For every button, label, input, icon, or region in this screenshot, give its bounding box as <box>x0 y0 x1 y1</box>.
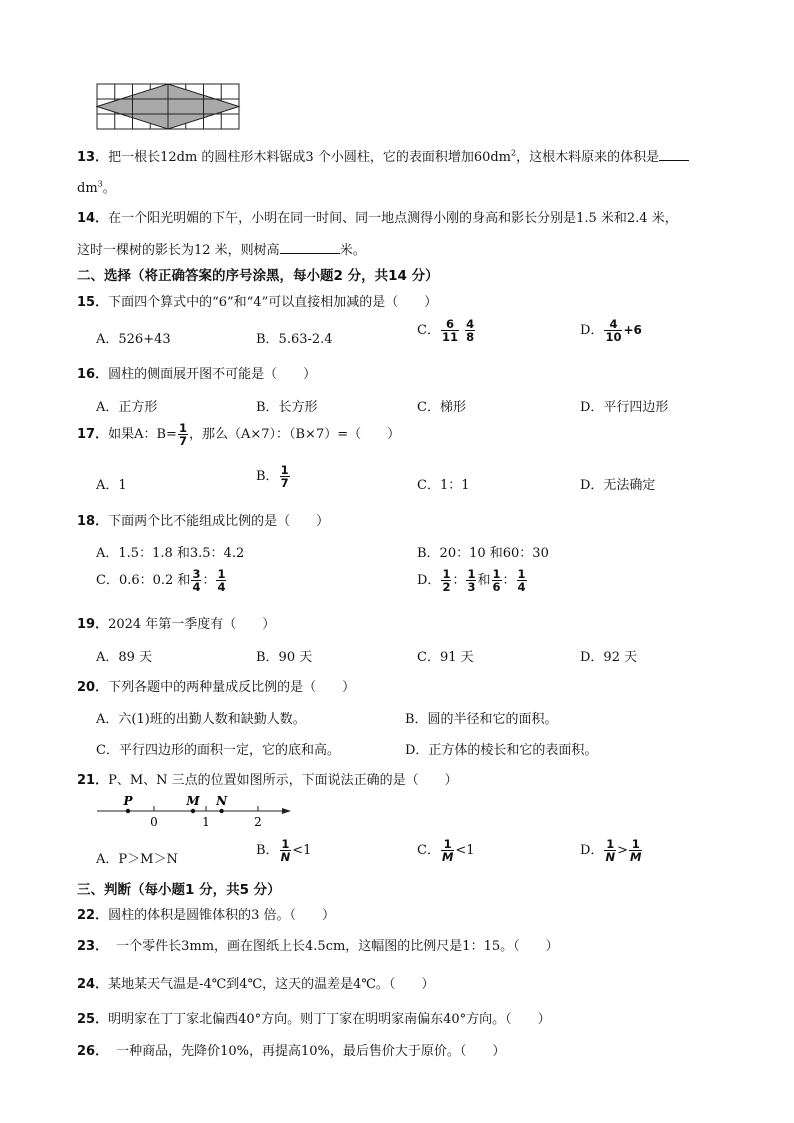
option-c[interactable]: C．0.6：0.2 和 $\frac{3}{4}$ ： $\frac{1}{4}$ <box>96 567 226 595</box>
option-c[interactable]: C． $\frac{1}{M}$ <1 <box>417 837 475 865</box>
question-21: 21．P、M、N 三点的位置如图所示，下面说法正确的是（ ） <box>77 773 458 788</box>
tick-label: 0 <box>150 815 158 829</box>
question-16: 16．圆柱的侧面展开图不可能是（ ） <box>77 367 317 382</box>
question-26: 26． 一种商品，先降价10%，再提高10%，最后售价大于原价。（ ） <box>77 1044 506 1059</box>
option-c[interactable]: C．1：1 <box>417 478 470 493</box>
question-13: 13．把一根长12dm 的圆柱形木料锯成3 个小圆柱，它的表面积增加$60dm^2$，这根木料原来的体积是 <box>77 146 689 165</box>
question-19: 19．2024 年第一季度有（ ） <box>77 617 276 632</box>
fraction: $\frac{6}{11}$ <box>441 317 458 345</box>
fraction: $\frac{1}{3}$ <box>467 567 476 595</box>
option-a[interactable]: A．1.5：1.8 和3.5：4.2 <box>96 546 245 561</box>
fraction: $\frac{1}{7}$ <box>280 463 289 491</box>
fraction: $\frac{1}{N}$ <box>605 837 616 865</box>
answer-blank[interactable] <box>659 148 689 161</box>
answer-blank[interactable] <box>280 241 340 254</box>
option-b[interactable]: B． $\frac{1}{7}$ <box>256 463 289 491</box>
fraction: $\frac{4}{8}$ <box>466 317 475 345</box>
point-n <box>219 809 223 813</box>
option-c[interactable]: C．梯形 <box>417 400 466 415</box>
point-label: M <box>186 794 200 808</box>
option-c[interactable]: C． $\frac{6}{11}$ $\frac{4}{8}$ <box>417 317 475 345</box>
option-b[interactable]: B．5.63-2.4 <box>256 332 333 347</box>
question-22: 22．圆柱的体积是圆锥体积的3 倍。（ ） <box>77 908 335 923</box>
option-d[interactable]: D． $\frac{1}{2}$ ： $\frac{1}{3}$ 和 $\frac{1}{6}$ ： $\frac{1}{4}$ <box>417 567 526 595</box>
section-2-heading: 二、选择（将正确答案的序号涂黑，每小题2 分，共14 分） <box>77 268 439 284</box>
fraction: $\frac{1}{6}$ <box>492 567 501 595</box>
option-b[interactable]: B． $\frac{1}{N}$ <1 <box>256 837 312 865</box>
fraction: $\frac{1}{M}$ <box>629 837 642 865</box>
point-label: N <box>216 794 228 808</box>
option-c[interactable]: C．平行四边形的面积一定，它的底和高。 <box>96 743 340 758</box>
tick-label: 1 <box>202 815 210 829</box>
option-a[interactable]: A．89 天 <box>96 650 153 665</box>
option-d[interactable]: D．92 天 <box>580 650 638 665</box>
question-15: 15．下面四个算式中的“6”和“4”可以直接相加减的是（ ） <box>77 295 438 310</box>
option-b[interactable]: B．长方形 <box>256 400 318 415</box>
option-b[interactable]: B．圆的半径和它的面积。 <box>405 712 558 727</box>
fraction: $\frac{3}{4}$ <box>192 567 201 595</box>
option-d[interactable]: D．无法确定 <box>580 478 656 493</box>
question-20: 20．下列各题中的两种量成反比例的是（ ） <box>77 680 356 695</box>
arrow-head-icon <box>282 808 291 814</box>
grid-rhombus-figure <box>96 83 241 131</box>
option-c[interactable]: C．91 天 <box>417 650 474 665</box>
option-d[interactable]: D．平行四边形 <box>580 400 669 415</box>
option-b[interactable]: B．90 天 <box>256 650 313 665</box>
question-14-line2: 这时一棵树的影长为12 米，则树高 米。 <box>77 243 366 258</box>
option-a[interactable]: A．六(1)班的出勤人数和缺勤人数。 <box>96 712 306 727</box>
number-line <box>95 792 295 832</box>
question-14: 14．在一个阳光明媚的下午，小明在同一时间、同一地点测得小刚的身高和影长分别是1.5 米和2.4 米， <box>77 211 678 226</box>
question-13-line2: $dm^3$。 <box>77 179 116 196</box>
point-label: P <box>123 794 133 808</box>
section-3-heading: 三、判断（每小题1 分，共5 分） <box>77 882 281 898</box>
tick-label: 2 <box>254 815 262 829</box>
point-p <box>126 809 130 813</box>
question-18: 18．下面两个比不能组成比例的是（ ） <box>77 514 330 529</box>
fraction: $\frac{1}{4}$ <box>217 567 226 595</box>
option-a[interactable]: A．1 <box>96 478 127 493</box>
option-a[interactable]: A．526+43 <box>96 332 171 347</box>
option-d[interactable]: D．正方体的棱长和它的表面积。 <box>405 743 598 758</box>
question-25: 25．明明家在丁丁家北偏西40°方向。则丁丁家在明明家南偏东40°方向。（ ） <box>77 1012 551 1027</box>
question-23: 23． 一个零件长3mm，画在图纸上长4.5cm，这幅图的比例尺是1：15。（ ） <box>77 939 559 954</box>
fraction: $\frac{4}{10}$ <box>605 317 622 345</box>
question-24: 24．某地某天气温是-4℃到4℃，这天的温差是4℃。（ ） <box>77 977 435 992</box>
fraction: $\frac{1}{M}$ <box>441 837 454 865</box>
fraction: $\frac{1}{7}$ <box>178 421 187 449</box>
question-17: 17．如果A：B= $\frac{1}{7}$ ，那么（A×7）：（B×7）=（ ） <box>77 421 401 449</box>
fraction: $\frac{1}{2}$ <box>442 567 451 595</box>
fraction: $\frac{1}{N}$ <box>280 837 291 865</box>
option-a[interactable]: A．正方形 <box>96 400 158 415</box>
option-a[interactable]: A．P＞M＞N <box>96 852 178 867</box>
option-d[interactable]: D． $\frac{1}{N}$ > $\frac{1}{M}$ <box>580 837 642 865</box>
point-m <box>191 809 195 813</box>
option-b[interactable]: B．20：10 和60：30 <box>417 546 549 561</box>
option-d[interactable]: D． $\frac{4}{10}$ +6 <box>580 317 642 345</box>
fraction: $\frac{1}{4}$ <box>517 567 526 595</box>
